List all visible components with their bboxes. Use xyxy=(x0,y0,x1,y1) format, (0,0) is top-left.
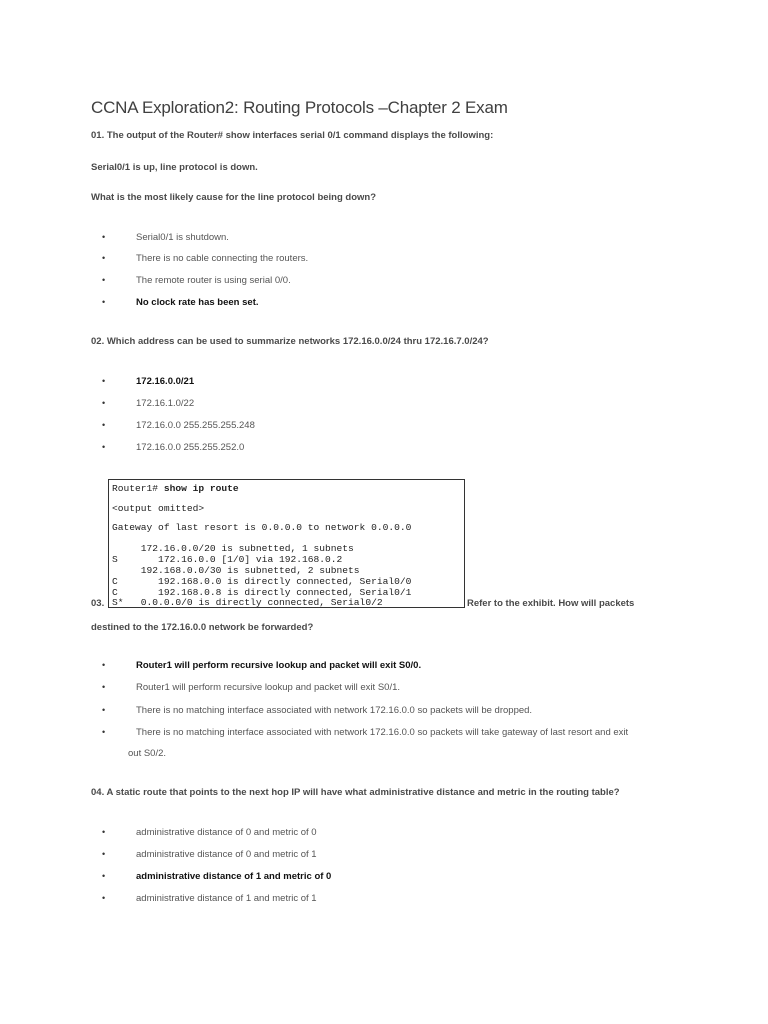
exhibit-line: C 192.168.0.0 is directly connected, Serial0/0 xyxy=(112,576,412,587)
question-1-output: Serial0/1 is up, line protocol is down. xyxy=(91,162,258,173)
bullet: • xyxy=(102,682,106,692)
exhibit-line: 172.16.0.0/20 is subnetted, 1 subnets xyxy=(112,543,354,554)
q3-option-4-continued: out S0/2. xyxy=(128,748,167,759)
exhibit-command: show ip route xyxy=(163,483,239,494)
q3-option-2: Router1 will perform recursive lookup and packet will exit S0/1. xyxy=(136,682,401,693)
q2-option-1-correct: 172.16.0.0/21 xyxy=(136,376,195,387)
q4-option-4: administrative distance of 1 and metric of 1 xyxy=(136,893,317,904)
bullet: • xyxy=(102,376,106,386)
q3-option-4: There is no matching interface associated with network 172.16.0.0 so packets will take gateway of last resort and exit xyxy=(136,727,629,738)
q4-option-3-correct: administrative distance of 1 and metric of 0 xyxy=(136,871,332,882)
question-4: 04. A static route that points to the next hop IP will have what administrative distance and metric in the routing table? xyxy=(91,787,620,798)
exhibit-prompt: Router1# xyxy=(112,483,164,494)
exhibit-terminal-output xyxy=(108,479,465,608)
exhibit-line: 192.168.0.0/30 is subnetted, 2 subnets xyxy=(112,565,360,576)
bullet: • xyxy=(102,275,106,285)
q4-option-2: administrative distance of 0 and metric of 1 xyxy=(136,849,317,860)
bullet: • xyxy=(102,727,106,737)
q2-option-3: 172.16.0.0 255.255.255.248 xyxy=(136,420,255,431)
bullet: • xyxy=(102,705,106,715)
exhibit-command-line xyxy=(112,483,239,494)
q1-option-1: Serial0/1 is shutdown. xyxy=(136,232,229,243)
q1-option-4-correct: No clock rate has been set. xyxy=(136,297,259,308)
q2-option-4: 172.16.0.0 255.255.252.0 xyxy=(136,442,245,453)
exhibit-line: Gateway of last resort is 0.0.0.0 to network 0.0.0.0 xyxy=(112,522,412,533)
page-title: CCNA Exploration2: Routing Protocols –Chapter 2 Exam xyxy=(91,98,508,117)
q4-option-1: administrative distance of 0 and metric of 0 xyxy=(136,827,317,838)
bullet: • xyxy=(102,849,106,859)
q1-option-2: There is no cable connecting the routers. xyxy=(136,253,309,264)
question-3-continued: destined to the 172.16.0.0 network be forwarded? xyxy=(91,622,314,633)
question-3-number: 03. xyxy=(91,598,105,609)
question-1-prompt: What is the most likely cause for the line protocol being down? xyxy=(91,192,377,203)
q2-option-2: 172.16.1.0/22 xyxy=(136,398,195,409)
bullet: • xyxy=(102,827,106,837)
q1-option-3: The remote router is using serial 0/0. xyxy=(136,275,291,286)
question-2: 02. Which address can be used to summarize networks 172.16.0.0/24 thru 172.16.7.0/24? xyxy=(91,336,489,347)
exhibit-line: S* 0.0.0.0/0 is directly connected, Serial0/2 xyxy=(112,597,383,608)
bullet: • xyxy=(102,442,106,452)
bullet: • xyxy=(102,420,106,430)
exhibit-line: S 172.16.0.0 [1/0] via 192.168.0.2 xyxy=(112,554,343,565)
q3-option-1-correct: Router1 will perform recursive lookup and packet will exit S0/0. xyxy=(136,660,422,671)
bullet: • xyxy=(102,253,106,263)
bullet: • xyxy=(102,297,106,307)
q3-option-3: There is no matching interface associated with network 172.16.0.0 so packets will be dropped. xyxy=(136,705,533,716)
bullet: • xyxy=(102,660,106,670)
question-1: 01. The output of the Router# show interfaces serial 0/1 command displays the following: xyxy=(91,130,494,141)
bullet: • xyxy=(102,871,106,881)
question-3: Refer to the exhibit. How will packets xyxy=(467,598,635,609)
bullet: • xyxy=(102,232,106,242)
exhibit-line: <output omitted> xyxy=(112,503,205,514)
bullet: • xyxy=(102,893,106,903)
bullet: • xyxy=(102,398,106,408)
exhibit-line: C 192.168.0.8 is directly connected, Serial0/1 xyxy=(112,587,412,598)
